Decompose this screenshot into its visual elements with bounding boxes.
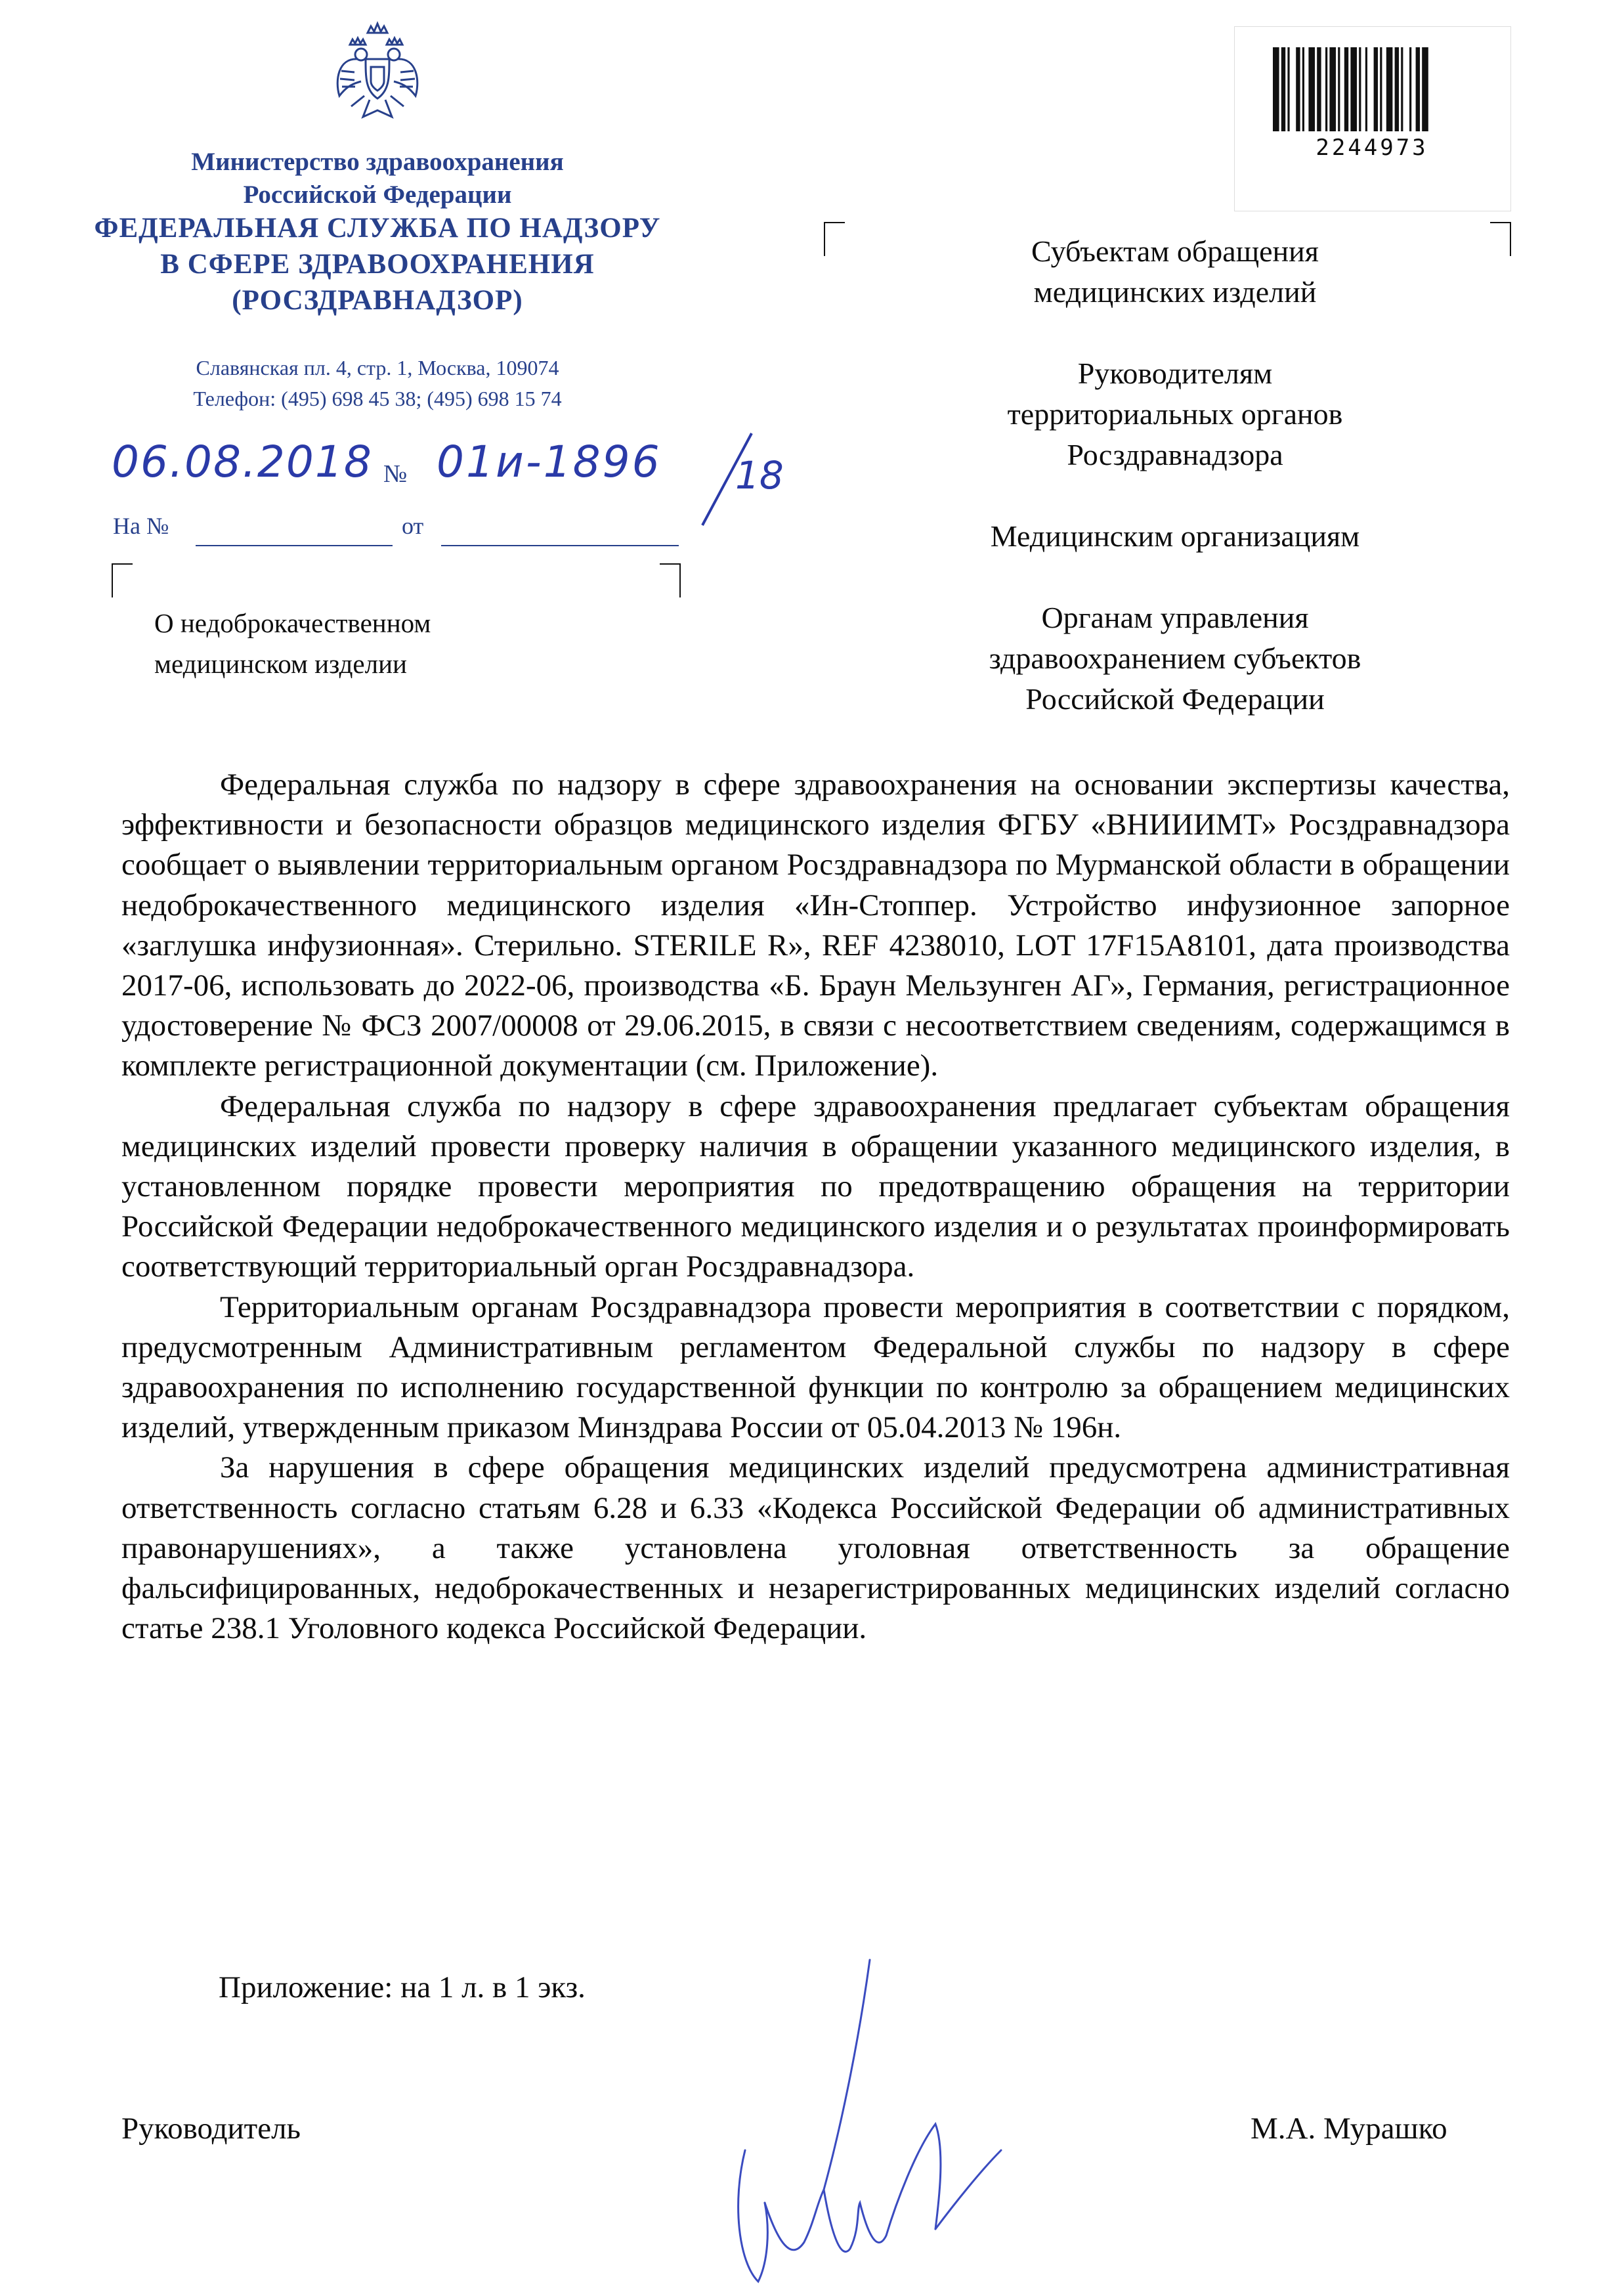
ministry-line1: Министерство здравоохранения <box>191 148 564 176</box>
recipient-line: Субъектам обращения <box>1031 234 1319 268</box>
service-line3: (РОСЗДРАВНАДЗОР) <box>232 285 523 316</box>
recipients-block <box>906 231 1444 760</box>
appendix-note: Приложение: на 1 л. в 1 экз. <box>219 1970 586 2004</box>
ministry-line2: Российской Федерации <box>243 181 512 209</box>
reference-from-label: от <box>402 513 424 539</box>
body-paragraph: Федеральная служба по надзору в сфере здравоохранения предлагает субъектам обращения медицинских изделий провести проверку наличия в обращении указанного медицинского изделия, в установленном порядке провести мероприятия по предотвращению обращения на территории Российской Федерации недоброкачественного медицинского изделия и о результатах проинформировать соответствующий территориальный орган Росздравнадзора. <box>121 1089 1510 1284</box>
registration-number-suffix: 18 <box>735 453 784 498</box>
recipients-bracket-right <box>1490 222 1511 256</box>
barcode-number: 2244973 <box>1316 135 1428 161</box>
reference-date-blank <box>441 545 679 546</box>
recipient-group <box>906 353 1444 475</box>
recipient-line: медицинских изделий <box>1033 275 1317 309</box>
subject-bracket-left <box>112 563 133 597</box>
service-line2: В СФЕРЕ ЗДРАВООХРАНЕНИЯ <box>160 249 595 280</box>
number-sign: № <box>383 460 408 488</box>
address-block <box>105 353 650 414</box>
phone-line: Телефон: (495) 698 45 38; (495) 698 15 74 <box>193 387 562 410</box>
reference-number-blank <box>196 545 393 546</box>
registration-date: 06.08.2018 <box>112 437 373 487</box>
recipient-line: Росздравнадзора <box>1067 438 1283 471</box>
recipient-line: Медицинским организациям <box>990 519 1360 553</box>
barcode-icon <box>1270 47 1474 139</box>
subject-bracket-right <box>660 563 681 597</box>
handwritten-signature <box>719 1953 1086 2295</box>
recipient-group <box>906 597 1444 720</box>
letter-subject <box>154 603 431 684</box>
ministry-name <box>158 146 597 211</box>
body-paragraph: Территориальным органам Росздравнадзора провести мероприятия в соответствии с порядком, предусмотренным Административным регламентом Федеральной службы по надзору в сфере здравоохранения по исполнению государственной функции по контролю за обращением медицинских изделий, утвержденным приказом Минздрава России от 05.04.2013 № 196н. <box>121 1289 1510 1445</box>
recipient-line: территориальных органов <box>1007 397 1343 431</box>
body-paragraph: За нарушения в сфере обращения медицинских изделий предусмотрена административная ответственность согласно статьям 6.28 и 6.33 «Кодекса Российской Федерации об административных правонарушениях», а также установлена уголовная ответственность за обращение фальсифицированных, недоброкачественных и незарегистрированных медицинских изделий согласно статье 238.1 Уголовного кодекса Российской Федерации. <box>121 1450 1510 1646</box>
recipient-group <box>906 231 1444 313</box>
recipient-line: Органам управления <box>1041 601 1309 634</box>
recipients-bracket-left <box>824 222 845 256</box>
body-paragraph: Федеральная служба по надзору в сфере здравоохранения на основании экспертизы качества, эффективности и безопасности образцов медицинского изделия ФГБУ «ВНИИИМТ» Росздравнадзора сообщает о выявлении территориальным органом Росздравнадзора по Мурманской области в обращении недоброкачественного медицинского изделия «Ин-Стоппер. Устройство инфузионное запорное «заглушка инфузионная». Стерильно. STERILE R», REF 4238010, LOT 17F15A8101, дата производства 2017-06, использовать до 2022-06, производства «Б. Браун Мельзунген АГ», Германия, регистрационное удостоверение № ФСЗ 2007/00008 от 29.06.2015, в связи с несоответствием сведениям, содержащимся в комплекте регистрационной документации (см. Приложение). <box>121 768 1510 1083</box>
recipient-line: Российской Федерации <box>1025 682 1325 716</box>
coat-of-arms-icon <box>332 18 423 130</box>
registration-number: 01и-1896 <box>437 437 662 487</box>
service-line1: ФЕДЕРАЛЬНАЯ СЛУЖБА ПО НАДЗОРУ <box>94 213 661 244</box>
signatory-title: Руководитель <box>121 2112 301 2146</box>
signatory-name: М.А. Мурашко <box>1251 2112 1447 2146</box>
recipient-group <box>906 516 1444 557</box>
address-line: Славянская пл. 4, стр. 1, Москва, 109074 <box>196 356 559 379</box>
letter-body <box>121 765 1510 1649</box>
reference-label: На № <box>113 513 169 539</box>
recipient-line: здравоохранением субъектов <box>989 641 1361 675</box>
recipient-line: Руководителям <box>1077 357 1273 390</box>
subject-line1: О недоброкачественном <box>154 608 431 638</box>
subject-line2: медицинском изделии <box>154 649 407 679</box>
service-name <box>79 210 676 318</box>
